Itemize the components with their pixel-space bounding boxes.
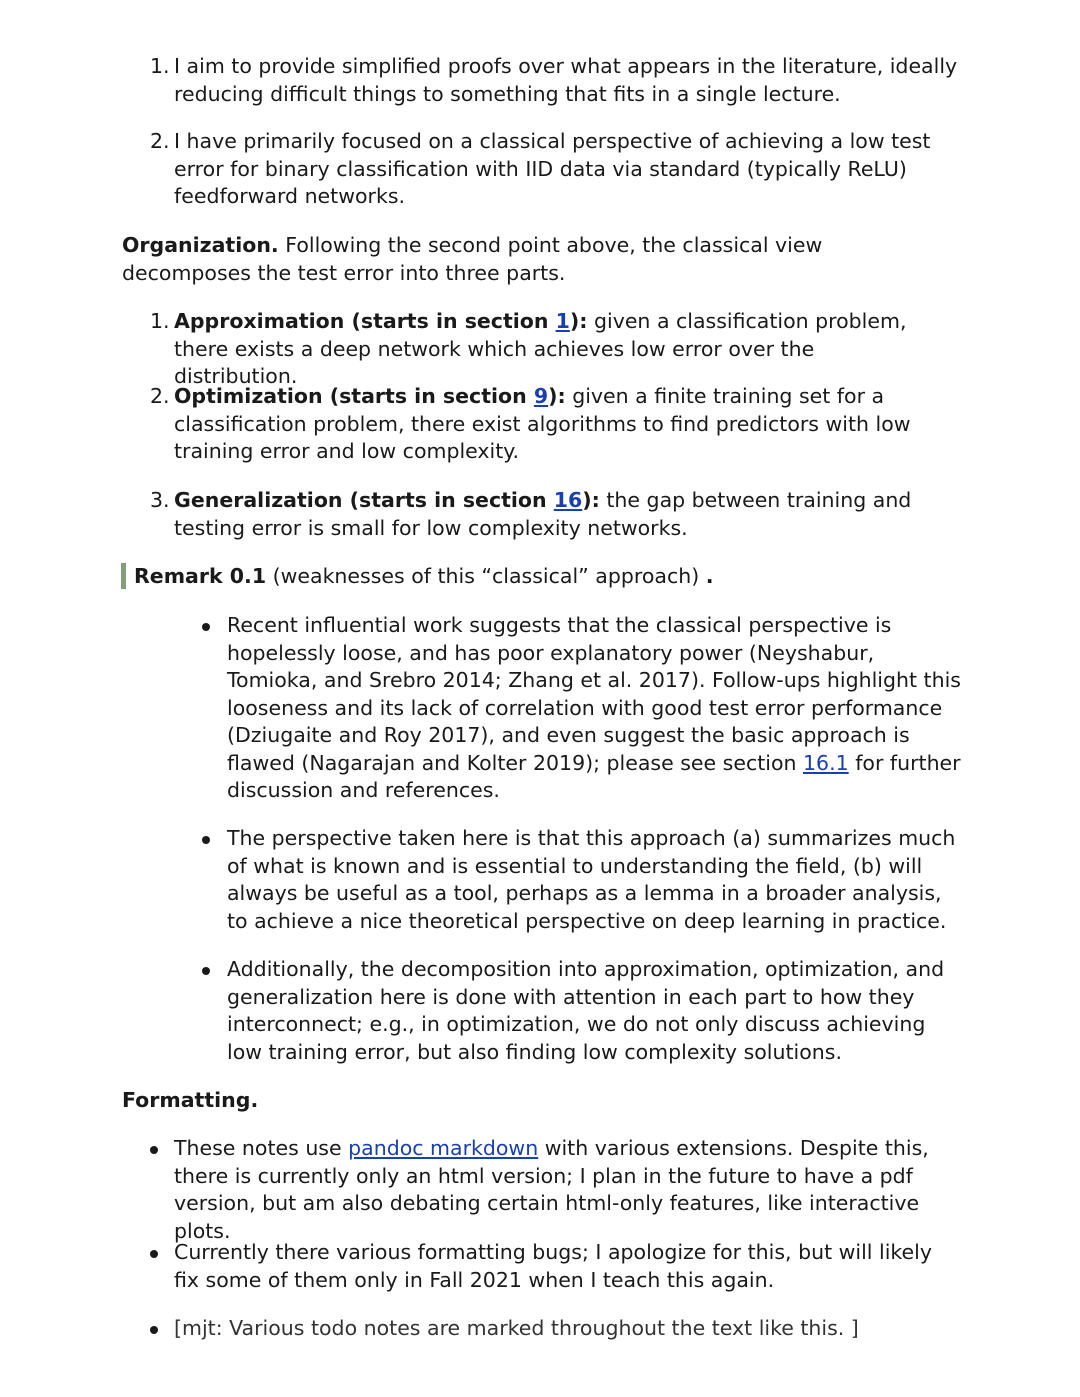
organization-item-2: [150, 383, 940, 466]
remark-subtitle: (weaknesses of this “classical” approach): [272, 564, 700, 588]
formatting-heading: [122, 1087, 922, 1115]
item-text: given a classification problem, there exists a deep network which achieves low error over the distribution.: [174, 309, 907, 388]
bullet-text: [174, 1135, 965, 1245]
bullet-text: Currently there various formatting bugs; I apologize for this, but will likely fix some of them only in Fall 2021 when I teach this again.: [174, 1240, 932, 1292]
organization-paragraph: [122, 232, 937, 287]
section-link-16-1[interactable]: 16.1: [803, 750, 849, 775]
list-item-text: I have primarily focused on a classical perspective of achieving a low test error for binary classification with IID data via standard (typically ReLU) feedforward networks.: [174, 129, 931, 208]
bullet-text-part: for further discussion and references.: [227, 750, 961, 802]
bullet-text-part: Recent influential work suggests that the classical perspective is hopelessly loose, and has poor explanatory power (Neyshabur, Tomioka, and Srebro 2014; Zhang et al. 2017). Follow-ups highlight this looseness and its lack of correlation with good test error performance (Dziugaite and Roy 2017), and even suggest the basic approach is flawed (Nagarajan and Kolter 2019); please see section: [227, 613, 961, 775]
list-item-content: [174, 308, 940, 391]
organization-text: Following the second point above, the classical view decomposes the test error into three parts.: [122, 233, 823, 285]
bullet-text-part: with various extensions. Despite this, there is currently only an html version; I plan in the future to have a pdf version, but am also debating certain html-only features, like interactive plots.: [174, 1136, 929, 1243]
item-label: [174, 309, 587, 333]
todo-note-text: [mjt: Various todo notes are marked throughout the text like this. ]: [174, 1316, 859, 1340]
organization-item-3: [150, 487, 950, 542]
item-label: [174, 384, 566, 408]
remark-end: .: [705, 564, 714, 588]
bullet-icon: [150, 1250, 158, 1258]
remark-title: Remark 0.1: [134, 564, 267, 588]
bullet-icon: [202, 836, 210, 844]
label-prefix: Generalization (starts in section: [174, 488, 554, 512]
item-label: [174, 488, 600, 512]
remark-bullet-2: [202, 825, 962, 935]
list-number: 1.: [150, 54, 170, 78]
section-link-1[interactable]: 1: [555, 309, 570, 333]
list-item-content: [174, 487, 950, 542]
bullet-icon: [202, 967, 210, 975]
remark-bullet-3: [202, 956, 962, 1066]
formatting-bullet-2: [150, 1239, 950, 1294]
label-suffix: ):: [548, 384, 566, 408]
label-prefix: Approximation (starts in section: [174, 309, 556, 333]
formatting-bullet-1: [150, 1135, 965, 1245]
remark-bullet-1: [202, 612, 962, 805]
list-number: 2.: [150, 384, 170, 408]
list-number: 2.: [150, 129, 170, 153]
label-prefix: Optimization (starts in section: [174, 384, 534, 408]
item-text: the gap between training and testing error is small for low complexity networks.: [174, 488, 912, 540]
bullet-icon: [202, 623, 210, 631]
bullet-icon: [150, 1326, 158, 1334]
list-item-text: I aim to provide simplified proofs over what appears in the literature, ideally reducing difficult things to something that fits in a single lecture.: [174, 54, 958, 106]
section-link-16[interactable]: 16: [553, 488, 583, 512]
remark-bar: [121, 563, 126, 589]
bullet-text: The perspective taken here is that this approach (a) summarizes much of what is known and is essential to understanding the field, (b) will always be useful as a tool, perhaps as a lemma in a broader analysis, to achieve a nice theoretical perspective on deep learning in practice.: [227, 826, 956, 933]
remark-heading: [134, 563, 934, 591]
item-text: given a finite training set for a classification problem, there exist algorithms to find predictors with low training error and low complexity.: [174, 384, 911, 463]
organization-item-1: [150, 308, 940, 391]
bullet-text-part: These notes use: [174, 1136, 349, 1160]
label-suffix: ):: [569, 309, 588, 333]
organization-heading: Organization.: [122, 233, 279, 257]
intro-item-2: [150, 128, 965, 211]
bullet-text: Additionally, the decomposition into approximation, optimization, and generalization here is done with attention in each part to how they interconnect; e.g., in optimization, we do not only discuss achieving low training error, but also finding low complexity solutions.: [227, 957, 945, 1064]
pandoc-markdown-link[interactable]: pandoc markdown: [348, 1136, 539, 1160]
formatting-bullet-3: [150, 1315, 950, 1343]
list-number: 1.: [150, 309, 170, 333]
bullet-text: [227, 612, 962, 805]
intro-item-1: [150, 53, 965, 108]
section-link-9[interactable]: 9: [533, 384, 549, 408]
formatting-heading-text: Formatting.: [122, 1088, 259, 1112]
list-number: 3.: [150, 488, 170, 512]
list-item-content: [174, 383, 940, 466]
bullet-icon: [150, 1146, 158, 1154]
label-suffix: ):: [582, 488, 600, 512]
